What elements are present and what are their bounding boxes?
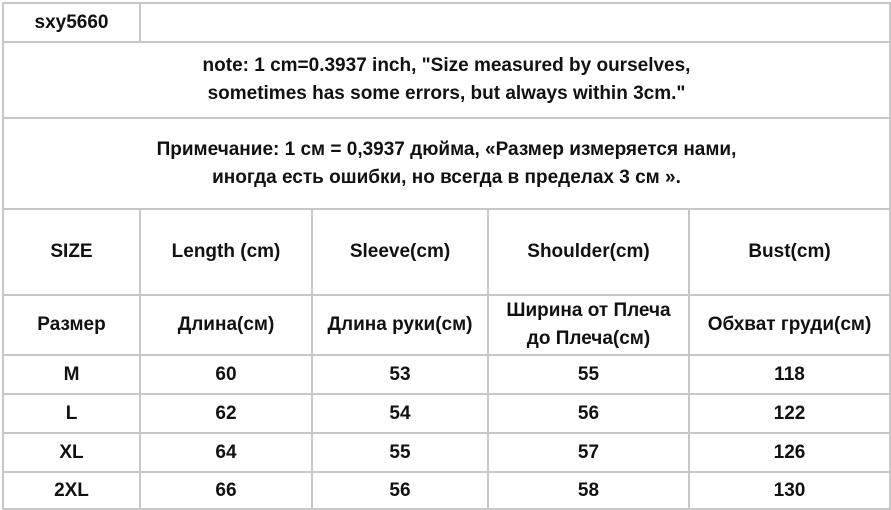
note-english-line-1: note: 1 cm=0.3937 inch, "Size measured by ourselves, [202,55,691,76]
length-cell: 66 [140,472,312,509]
length-cell: 62 [140,394,312,433]
sleeve-cell: 53 [312,355,488,394]
bust-cell: 118 [689,355,890,394]
header-ru-length [140,295,312,355]
header-length: Length (cm) [140,209,312,295]
sleeve-cell: 54 [312,394,488,433]
header-ru-bust-text: Обхват груди(см) [707,314,872,335]
header-bust: Bust(cm) [689,209,890,295]
header-ru-shoulder-line-1: Ширина от Плеча [506,300,671,321]
size-cell: M [3,355,140,394]
bust-cell: 130 [689,472,890,509]
length-cell: 60 [140,355,312,394]
header-row-english [3,209,890,295]
header-ru-sleeve [312,295,488,355]
note-russian-line-1: Примечание: 1 см = 0,3937 дюйма, «Размер измеряется нами, [156,138,737,160]
sku-empty-cell [140,3,890,42]
note-english-line-2: sometimes has some errors, but always within 3cm." [207,83,686,104]
header-ru-shoulder-line-2: до Плеча(см) [526,328,651,349]
table-row [3,394,890,433]
size-cell: XL [3,433,140,472]
bust-cell: 126 [689,433,890,472]
shoulder-cell: 56 [488,394,689,433]
header-shoulder: Shoulder(cm) [488,209,689,295]
length-cell: 64 [140,433,312,472]
sleeve-cell: 55 [312,433,488,472]
shoulder-cell: 57 [488,433,689,472]
header-ru-size [3,295,140,355]
table-row [3,355,890,394]
note-ru-row [3,118,890,209]
size-cell: L [3,394,140,433]
table-row [3,433,890,472]
note-en-row [3,42,890,118]
header-size: SIZE [3,209,140,295]
shoulder-cell: 58 [488,472,689,509]
bust-cell: 122 [689,394,890,433]
shoulder-cell: 55 [488,355,689,394]
table-row [3,472,890,509]
sku-label: sxy5660 [3,3,140,42]
size-cell: 2XL [3,472,140,509]
header-ru-length-text: Длина(см) [177,314,275,335]
note-russian-line-2: иногда есть ошибки, но всегда в пределах 3 см ». [212,166,681,188]
sku-row [3,3,890,42]
header-ru-shoulder [488,295,689,355]
header-sleeve: Sleeve(cm) [312,209,488,295]
header-ru-size-text: Размер [37,314,106,335]
header-row-russian [3,295,890,355]
note-english [3,42,890,118]
header-ru-sleeve-text: Длина руки(см) [327,314,473,335]
header-ru-bust [689,295,890,355]
size-table [2,2,891,510]
note-russian [3,118,890,209]
sleeve-cell: 56 [312,472,488,509]
